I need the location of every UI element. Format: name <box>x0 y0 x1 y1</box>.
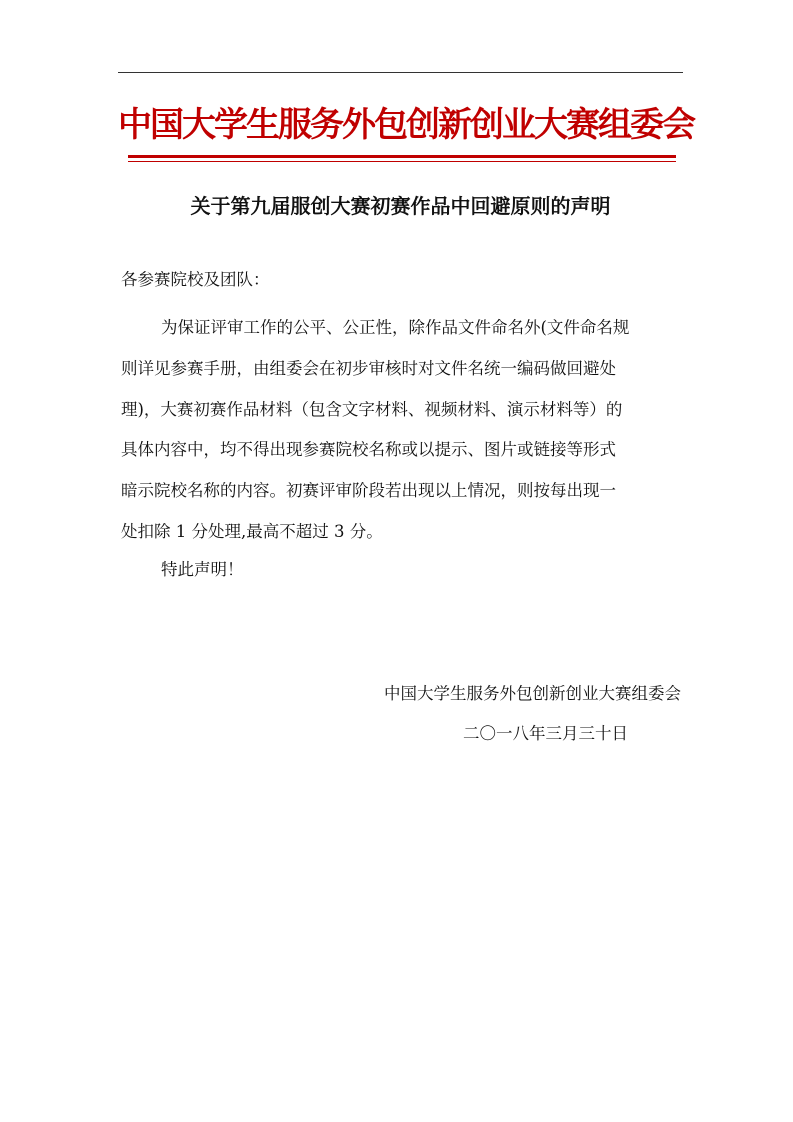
body-line: 暗示院校名称的内容。初赛评审阶段若出现以上情况，则按每出现一 <box>121 481 616 501</box>
body-line: 则详见参赛手册，由组委会在初步审核时对文件名统一编码做回避处 <box>121 358 616 378</box>
document-title: 关于第九届服创大赛初赛作品中回避原则的声明 <box>190 194 611 218</box>
signature-organization: 中国大学生服务外包创新创业大赛组委会 <box>384 684 681 703</box>
body-paragraph <box>121 308 689 553</box>
signature-date: 二〇一八年三月三十日 <box>463 724 628 743</box>
salutation: 各参赛院校及团队： <box>121 270 270 289</box>
organization-header: 中国大学生服务外包创新创业大赛组委会 <box>118 105 694 145</box>
body-line: 处扣除 1 分处理,最高不超过 3 分。 <box>121 521 383 541</box>
top-rule <box>118 72 683 73</box>
header-red-rule-thin <box>128 161 676 162</box>
body-line: 理)，大赛初赛作品材料（包含文字材料、视频材料、演示材料等）的 <box>121 399 623 419</box>
header-red-rule-thick <box>128 155 676 158</box>
closing-statement: 特此声明！ <box>161 560 244 579</box>
body-line: 具体内容中，均不得出现参赛院校名称或以提示、图片或链接等形式 <box>121 440 616 460</box>
body-line: 为保证评审工作的公平、公正性，除作品文件命名外(文件命名规 <box>161 318 630 337</box>
